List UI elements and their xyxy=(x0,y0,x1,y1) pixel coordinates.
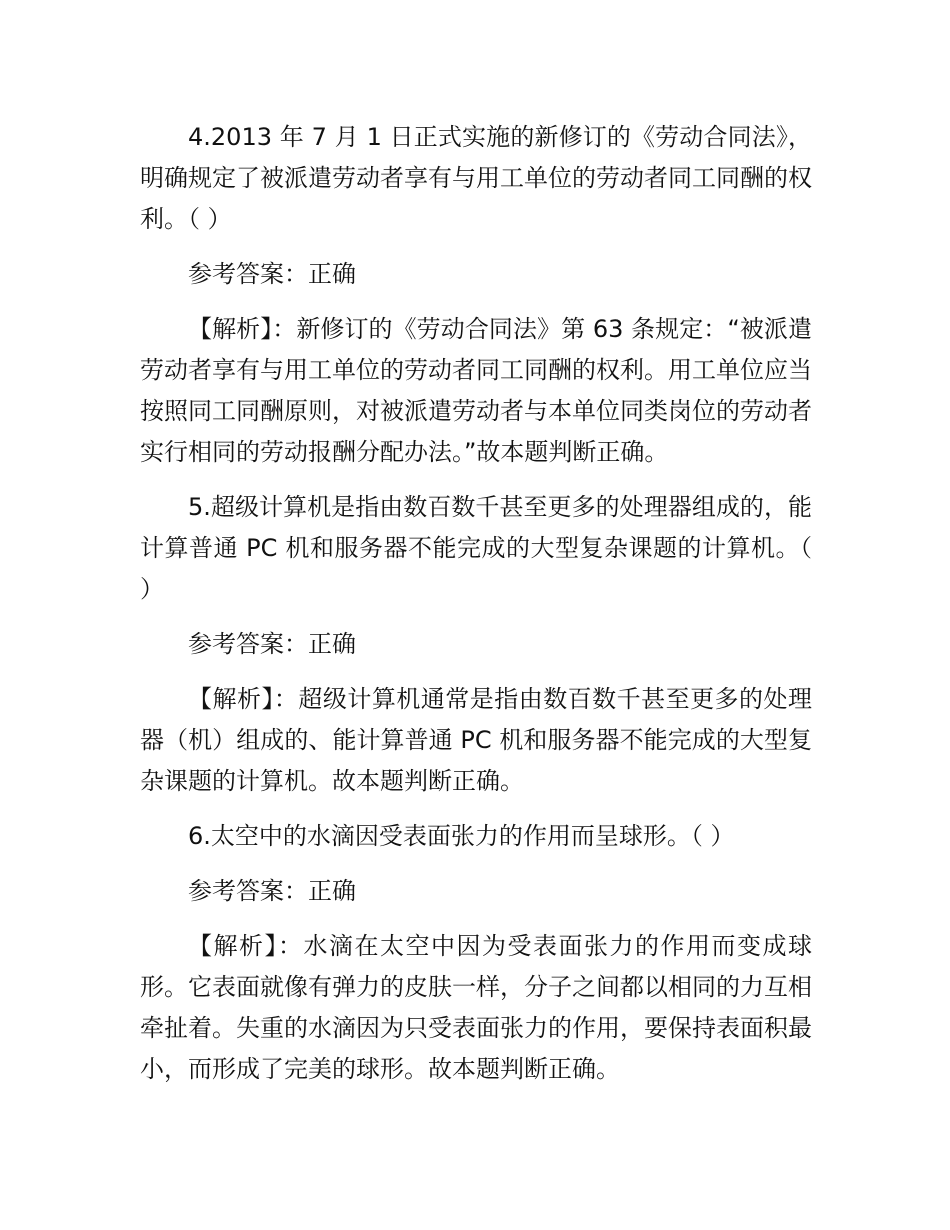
analysis-6: 【解析】：水滴在太空中因为受表面张力的作用而变成球形。它表面就像有弹力的皮肤一样，分子之间都以相同的力互相牵扯着。失重的水滴因为只受表面张力的作用，要保持表面积最小，而形成了完美的球形。故本题判断正确。 xyxy=(140,932,812,1083)
analysis-5: 【解析】：超级计算机通常是指由数百数千甚至更多的处理器（机）组成的、能计算普通 PC 机和服务器不能完成的大型复杂课题的计算机。故本题判断正确。 xyxy=(140,685,812,795)
question-4: 4.2013 年 7 月 1 日正式实施的新修订的《劳动合同法》，明确规定了被派遣劳动者享有与用工单位的劳动者同工同酬的权利。（ ） xyxy=(140,123,812,233)
analysis-4: 【解析】：新修订的《劳动合同法》第 63 条规定：“被派遣劳动者享有与用工单位的劳动者同工同酬的权利。用工单位应当按照同工同酬原则，对被派遣劳动者与本单位同类岗位的劳动者实行相同的劳动报酬分配办法。”故本题判断正确。 xyxy=(140,315,812,466)
answer-5: 参考答案：正确 xyxy=(188,630,356,658)
question-6: 6.太空中的水滴因受表面张力的作用而呈球形。（ ） xyxy=(188,822,735,850)
document-page xyxy=(140,117,812,1090)
answer-4: 参考答案：正确 xyxy=(188,260,356,288)
question-5: 5.超级计算机是指由数百数千甚至更多的处理器组成的，能计算普通 PC 机和服务器不能完成的大型复杂课题的计算机。（ ） xyxy=(140,493,812,603)
answer-6: 参考答案：正确 xyxy=(188,877,356,905)
